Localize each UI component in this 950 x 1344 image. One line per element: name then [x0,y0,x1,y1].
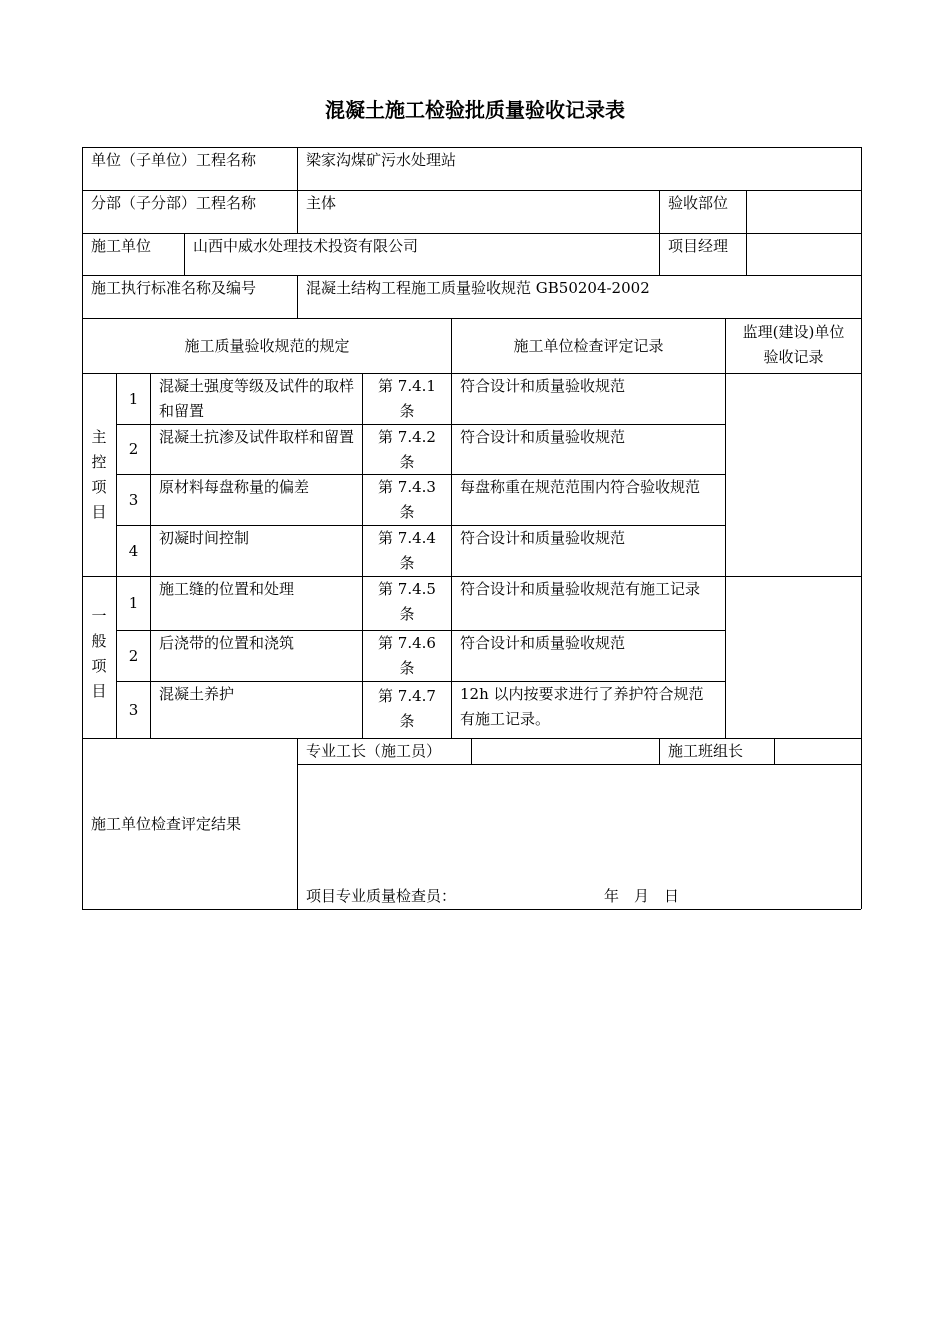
inspector-label: 项目专业质量检查员： [306,887,457,905]
foreman-label: 专业工长（施工员） [306,742,442,760]
contractor-label: 施工单位 [91,237,152,255]
group-char: 目 [91,503,107,521]
clause-reference: 第 7.4.1 条 [378,377,436,420]
column-header-record [452,319,725,373]
check-record: 符合设计和质量验收规范 [460,529,626,547]
group-char: 项 [91,657,107,675]
column-header-supervisor-line1: 监理(建设)单位 [742,323,845,341]
column-header-supervisor [726,320,861,370]
column-header-spec [83,319,451,373]
column-header-spec-text: 施工质量验收规范的规定 [184,336,350,355]
contractor-value: 山西中威水处理技术投资有限公司 [193,237,419,255]
project-name-label: 单位（子单位）工程名称 [91,151,257,169]
row-number: 1 [128,389,139,408]
clause-reference: 第 7.4.4 条 [378,529,436,572]
sub-project-value: 主体 [306,194,337,212]
check-record: 符合设计和质量验收规范 [460,428,626,446]
item-description: 混凝土养护 [159,685,235,703]
row-number: 2 [128,646,139,665]
row-number: 3 [128,700,139,719]
clause-reference: 第 7.4.2 条 [378,428,436,471]
project-manager-label: 项目经理 [668,237,729,255]
group-char: 主 [91,428,107,446]
column-header-supervisor-line2: 验收记录 [763,348,824,366]
group-char: 一 [91,607,107,625]
check-record: 每盘称重在规范范围内符合验收规范 [460,478,701,496]
general-items-group-label [90,604,108,704]
check-record: 符合设计和质量验收规范 [460,634,626,652]
main-items-group-label [90,425,108,525]
row-number: 2 [128,440,139,458]
group-char: 目 [91,682,107,700]
team-leader-label: 施工班组长 [668,742,744,760]
standard-label: 施工执行标准名称及编号 [91,279,257,297]
date-label: 年 月 日 [604,887,680,905]
result-label: 施工单位检查评定结果 [91,814,242,833]
check-record: 符合设计和质量验收规范有施工记录 [460,580,701,598]
group-char: 控 [91,453,107,471]
item-description: 初凝时间控制 [159,529,250,547]
item-description: 混凝土强度等级及试件的取样和留置 [159,377,355,420]
clause-reference: 第 7.4.7 条 [378,687,436,730]
clause-reference: 第 7.4.5 条 [378,580,436,623]
item-description: 施工缝的位置和处理 [159,580,295,598]
check-record: 符合设计和质量验收规范 [460,377,626,395]
sub-project-label: 分部（子分部）工程名称 [91,194,257,212]
clause-reference: 第 7.4.6 条 [378,634,436,677]
acceptance-part-label: 验收部位 [668,194,729,212]
check-record: 12h 以内按要求进行了养护符合规范有施工记录。 [460,685,704,728]
row-number: 3 [128,490,139,509]
document-title: 混凝土施工检验批质量验收记录表 [325,98,625,122]
item-description: 后浇带的位置和浇筑 [159,634,295,652]
group-char: 般 [91,632,107,650]
item-description: 原材料每盘称量的偏差 [159,478,310,496]
item-description: 混凝土抗渗及试件取样和留置 [159,428,355,446]
row-number: 1 [128,594,139,612]
row-number: 4 [128,541,139,560]
group-char: 项 [91,478,107,496]
standard-value: 混凝土结构工程施工质量验收规范 GB50204-2002 [306,279,650,297]
project-name-value: 梁家沟煤矿污水处理站 [306,151,457,169]
column-header-record-text: 施工单位检查评定记录 [513,336,664,355]
clause-reference: 第 7.4.3 条 [378,478,436,521]
